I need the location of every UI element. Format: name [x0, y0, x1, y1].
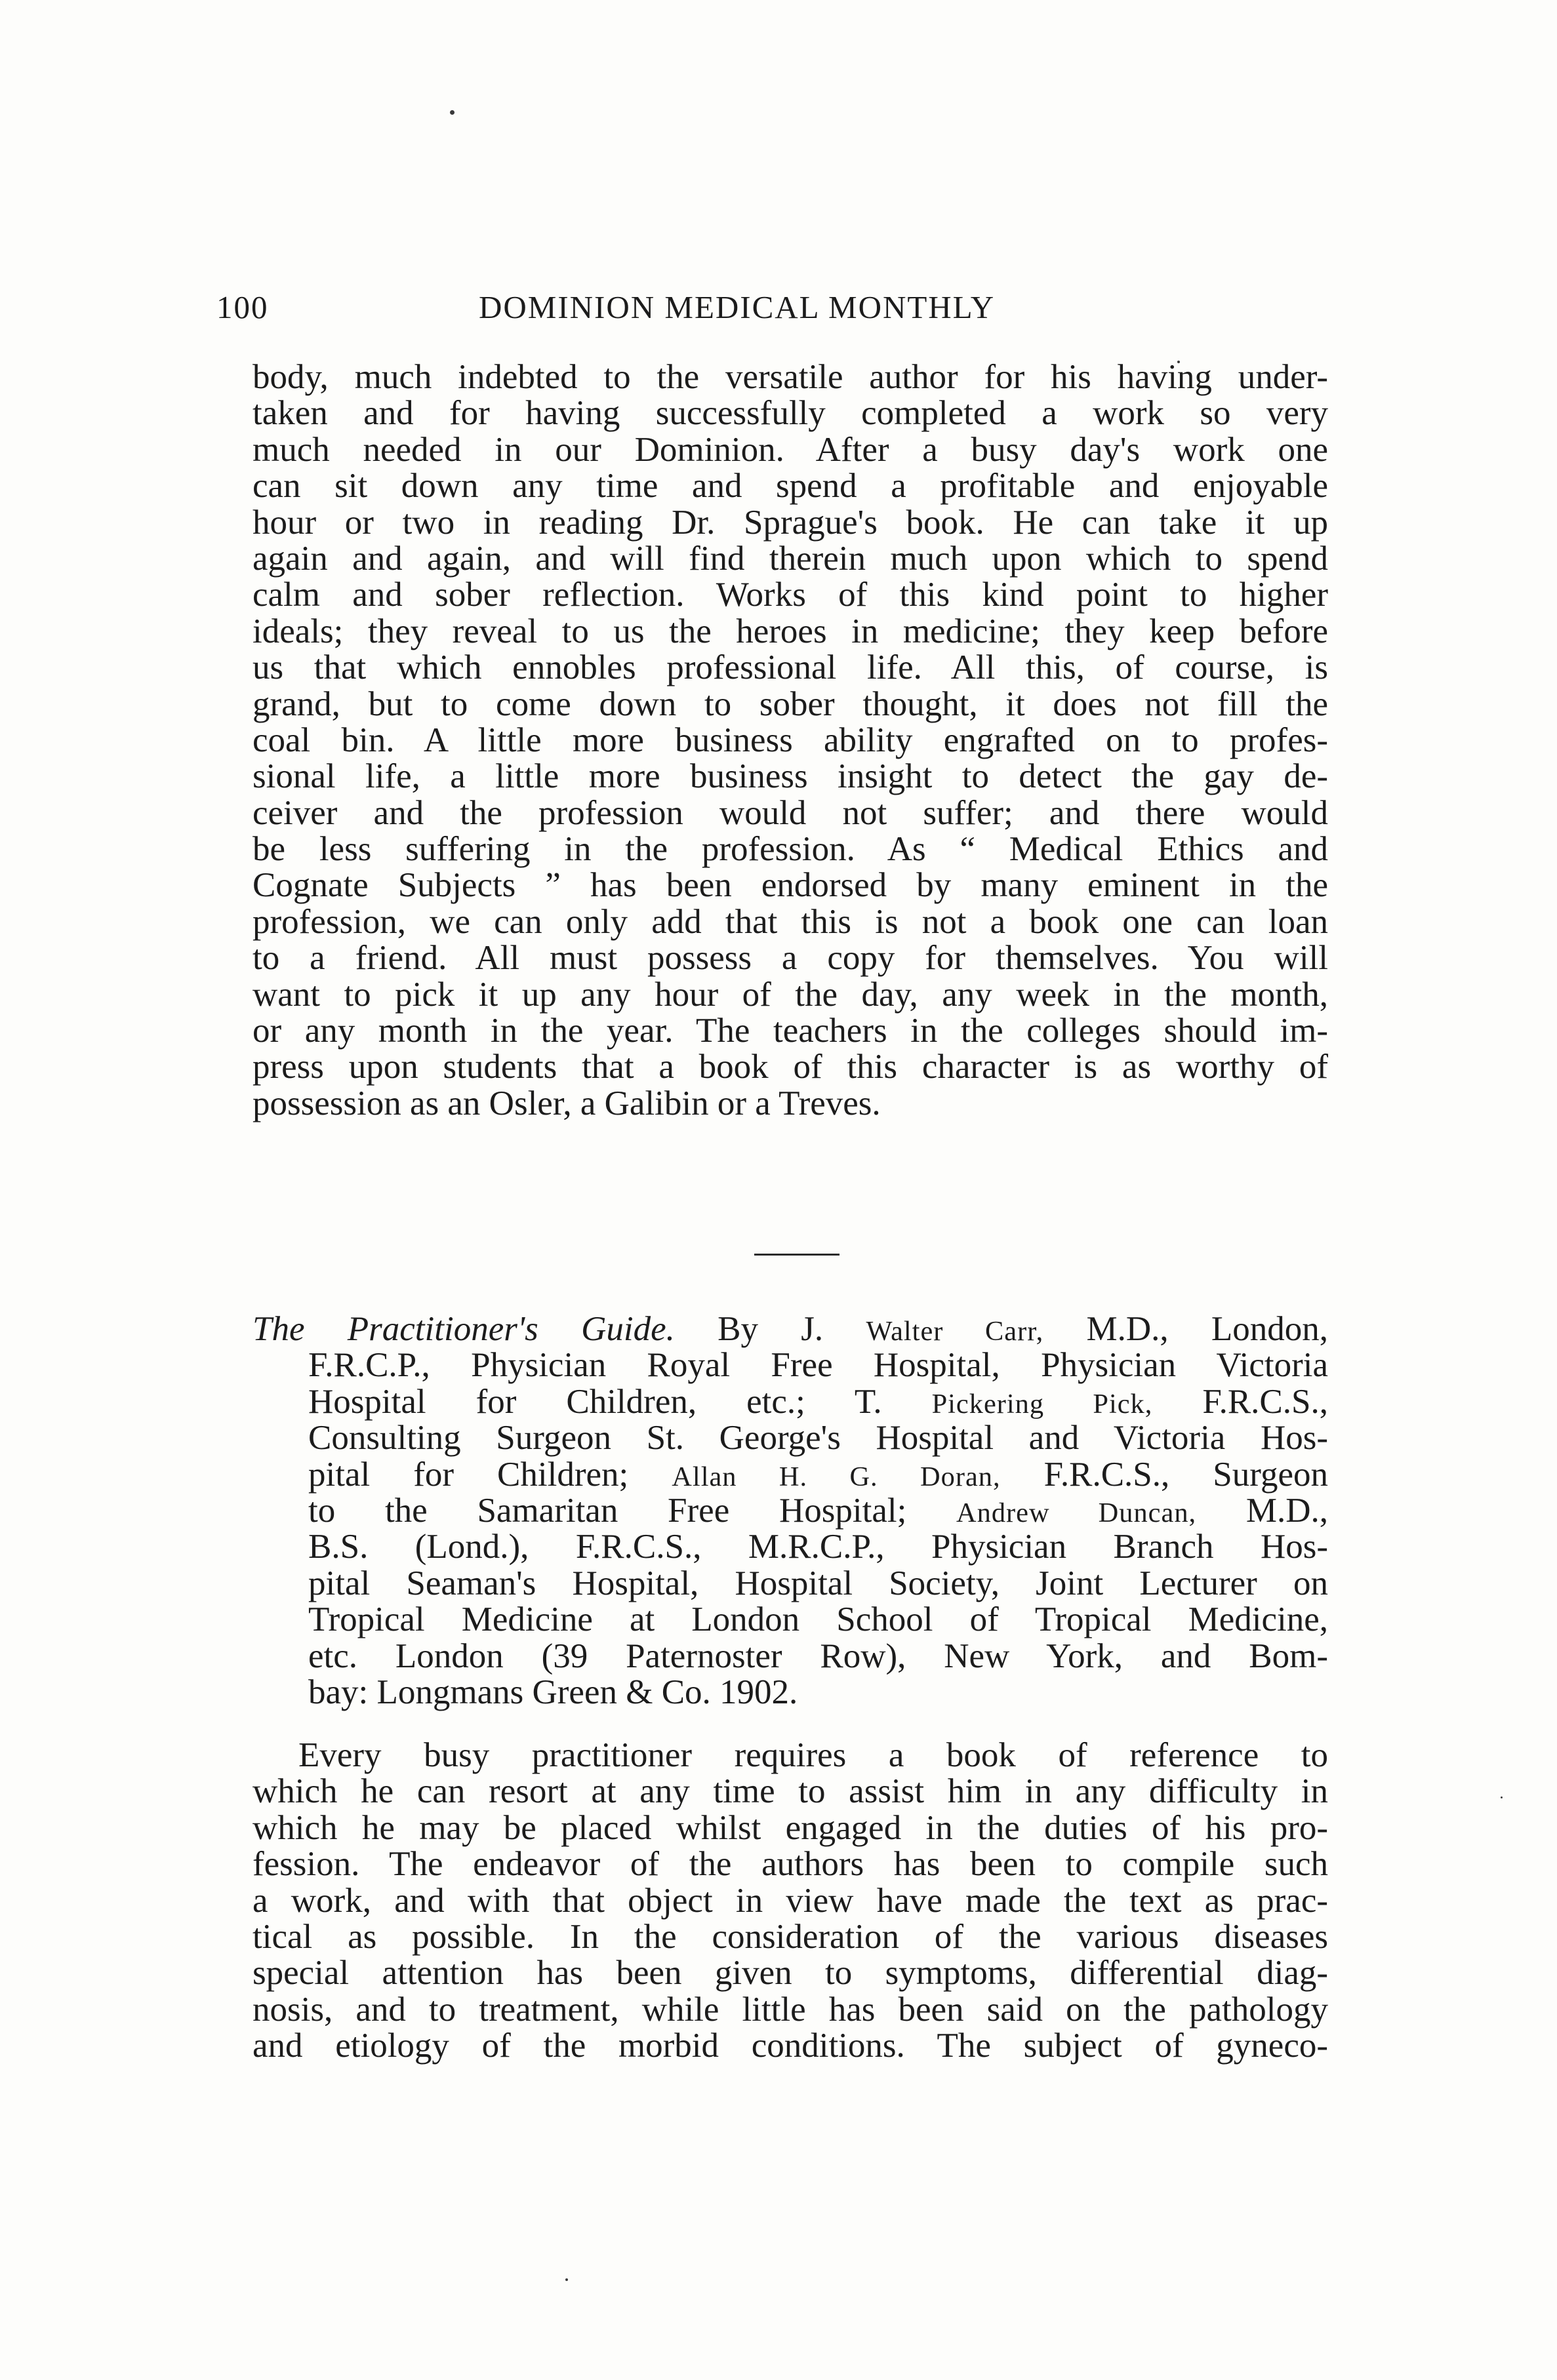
running-title: DOMINION MEDICAL MONTHLY: [479, 289, 996, 325]
citation-line: [308, 1493, 1328, 1529]
book-title: The Practitioner's Guide.: [253, 1310, 675, 1348]
text-line: want to pick it up any hour of the day, any week in the month,: [253, 975, 1328, 1014]
text-line: to a friend. All must possess a copy for themselves. You will: [253, 939, 1328, 978]
text-line: fession. The endeavor of the authors has been to compile such: [253, 1845, 1328, 1884]
author-credentials: F.R.C.S., Surgeon: [1043, 1455, 1328, 1494]
page-number: 100: [216, 289, 269, 325]
text-line: can sit down any time and spend a profitable and enjoyable: [253, 467, 1328, 506]
text-line: possession as an Osler, a Galibin or a Treves.: [253, 1084, 881, 1122]
text-line: grand, but to come down to sober thought, it does not fill the: [253, 684, 1328, 723]
citation-line: B.S. (Lond.), F.R.C.S., M.R.C.P., Physician Branch Hos-: [308, 1528, 1328, 1566]
text-line: or any month in the year. The teachers in the colleges should im-: [253, 1012, 1328, 1050]
text-line: which he can resort at any time to assist him in any difficulty in: [253, 1772, 1328, 1811]
page-header: [216, 288, 1331, 334]
text-line: profession, we can only add that this is not a book one can loan: [253, 902, 1328, 941]
author-name: Andrew Duncan,: [956, 1497, 1197, 1528]
text-line: Every busy practitioner requires a book of reference to: [298, 1736, 1328, 1774]
citation-line: F.R.C.P., Physician Royal Free Hospital, Physician Victoria: [308, 1346, 1328, 1385]
citation-text: Hospital for Children, etc.; T.: [308, 1382, 882, 1421]
citation-text: pital for Children;: [308, 1455, 629, 1494]
citation-line: Consulting Surgeon St. George's Hospital and Victoria Hos-: [308, 1419, 1328, 1458]
text-line: taken and for having successfully completed a work so very: [253, 394, 1328, 433]
citation-line: [308, 1384, 1328, 1420]
text-line: press upon students that a book of this character is as worthy of: [253, 1048, 1328, 1086]
book-citation: [253, 1311, 1328, 1711]
text-line: ceiver and the profession would not suffer; and there would: [253, 793, 1328, 832]
text-line: hour or two in reading Dr. Sprague's book. He can take it up: [253, 503, 1328, 542]
citation-line: [308, 1457, 1328, 1493]
author-credentials: F.R.C.S.,: [1202, 1382, 1329, 1421]
ink-speck: [565, 2278, 568, 2281]
text-line: much needed in our Dominion. After a busy day's work one: [253, 430, 1328, 469]
citation-line: etc. London (39 Paternoster Row), New York, and Bom-: [308, 1636, 1328, 1675]
text-line: Cognate Subjects ” has been endorsed by many eminent in the: [253, 866, 1328, 905]
text-line: which he may be placed whilst engaged in the duties of his pro-: [253, 1808, 1328, 1847]
text-line: calm and sober reflection. Works of this kind point to higher: [253, 576, 1328, 614]
text-line: ideals; they reveal to us the heroes in medicine; they keep before: [253, 612, 1328, 650]
text-line: be less suffering in the profession. As “ Medical Ethics and: [253, 830, 1328, 869]
by-word: By: [718, 1310, 758, 1348]
text-line: body, much indebted to the versatile author for his having under-: [253, 358, 1328, 396]
author-credentials: M.D.,: [1245, 1491, 1329, 1530]
text-line: tical as possible. In the consideration of the various diseases: [253, 1917, 1328, 1956]
text-line: special attention has been given to symptoms, differential diag-: [253, 1954, 1328, 1993]
text-line: sional life, a little more business insight to detect the gay de-: [253, 757, 1328, 796]
text-line: nosis, and to treatment, while little has been said on the pathology: [253, 1990, 1328, 2029]
paragraph-review-body: [253, 1737, 1328, 2065]
text-line: us that which ennobles professional life. All this, of course, is: [253, 648, 1328, 687]
text-line: a work, and with that object in view have made the text as prac-: [253, 1881, 1328, 1920]
citation-line: [253, 1311, 1328, 1347]
ink-speck: [1501, 1796, 1503, 1798]
author-name: Walter Carr,: [866, 1316, 1044, 1347]
author-name: Allan H. G. Doran,: [672, 1461, 1001, 1492]
citation-line: Tropical Medicine at London School of Tropical Medicine,: [308, 1600, 1328, 1639]
citation-line: pital Seaman's Hospital, Hospital Society, Joint Lecturer on: [308, 1564, 1328, 1602]
paragraph-review-continuation: [253, 359, 1328, 1122]
text-line: again and again, and will find therein much upon which to spend: [253, 539, 1328, 578]
author-credentials: M.D., London,: [1086, 1310, 1329, 1348]
text-line: coal bin. A little more business ability engrafted on to profes-: [253, 721, 1328, 759]
author-name: Pickering Pick,: [931, 1388, 1153, 1419]
text-line: and etiology of the morbid conditions. The subject of gyneco-: [253, 2027, 1328, 2065]
section-divider: [754, 1254, 839, 1256]
citation-line: bay: Longmans Green & Co. 1902.: [308, 1673, 798, 1711]
ink-speck: [450, 110, 455, 115]
citation-text: to the Samaritan Free Hospital;: [308, 1491, 907, 1530]
author-initial: J.: [801, 1310, 824, 1348]
